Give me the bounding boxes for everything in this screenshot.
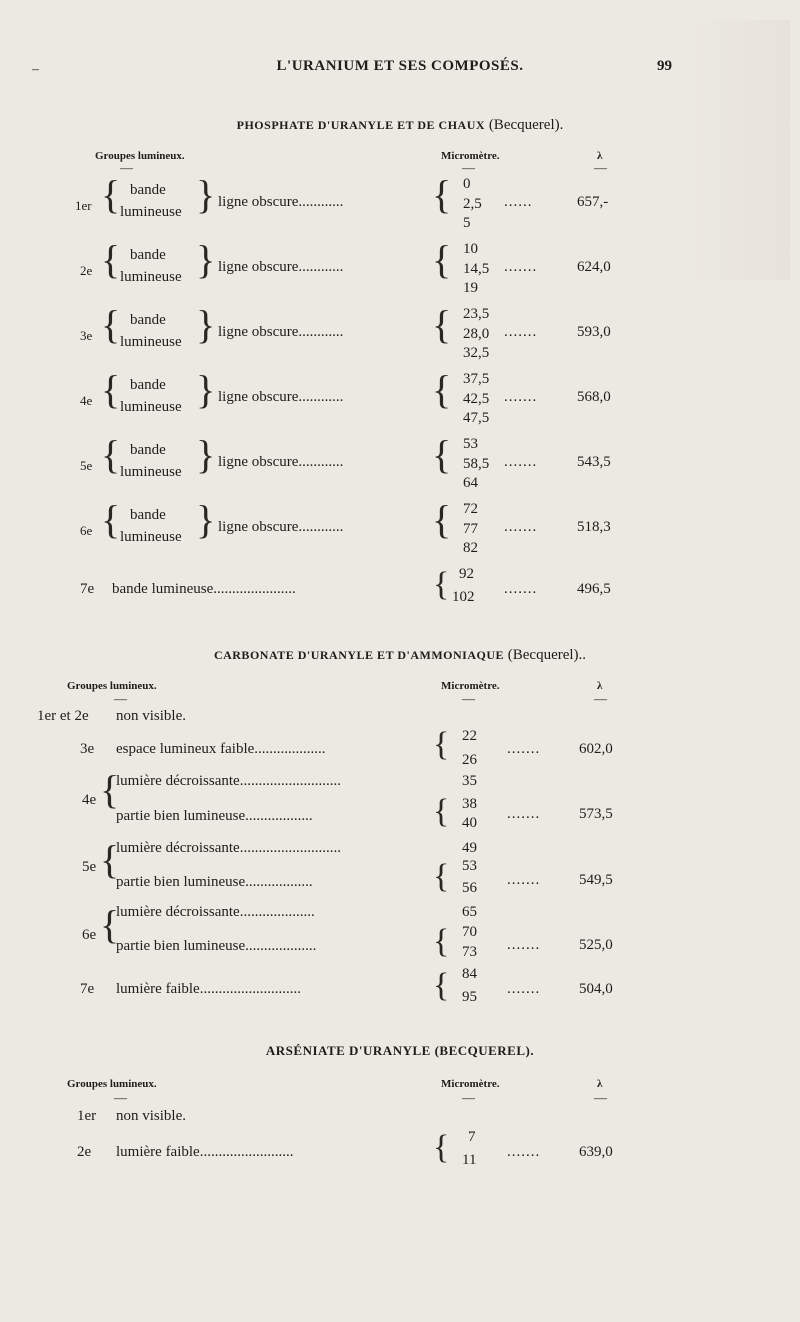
- row-description: ligne obscure............: [218, 389, 344, 405]
- section-title-carbonate: [0, 647, 800, 664]
- brace: {: [433, 726, 450, 763]
- row-number: 6e: [82, 927, 97, 943]
- micrometre-value: 73: [462, 944, 477, 960]
- band-label: bande: [130, 182, 166, 198]
- micrometre-value: 7: [468, 1129, 476, 1145]
- column-header-lambda: λ: [597, 150, 603, 162]
- micrometre-value: 2,5: [463, 196, 482, 212]
- micrometre-value: 47,5: [463, 410, 490, 426]
- brace: {: [101, 367, 121, 412]
- row-description: lumière faible...........................: [116, 981, 301, 997]
- column-dash: —: [114, 691, 127, 706]
- wavelength-value: 624,0: [577, 259, 611, 275]
- row-description: lumière décroissante....................: [116, 904, 315, 920]
- brace: {: [101, 432, 121, 477]
- section-title-text: ARSÉNIATE D'URANYLE (BECQUEREL).: [265, 1043, 535, 1058]
- wavelength-value: 602,0: [579, 741, 613, 757]
- brace: {: [433, 793, 450, 830]
- band-label: bande: [130, 247, 166, 263]
- micrometre-value: 37,5: [463, 371, 490, 387]
- section-title-arseniate: [0, 1043, 800, 1060]
- column-header-groups: Groupes lumineux.: [95, 150, 185, 162]
- micrometre-value: 53: [463, 436, 478, 452]
- brace: }: [196, 302, 216, 347]
- leader-dots: .......: [507, 741, 541, 757]
- micrometre-value: 49: [462, 840, 477, 856]
- leader-dots: .......: [507, 1144, 541, 1160]
- section-title-phosphate: [0, 117, 800, 134]
- micrometre-value: 64: [463, 475, 478, 491]
- micrometre-value: 42,5: [463, 391, 490, 407]
- row-description: ligne obscure............: [218, 324, 344, 340]
- column-header-micrometre: Micromètre.: [441, 150, 500, 162]
- section-title-author: (Becquerel)..: [507, 647, 587, 663]
- wavelength-value: 568,0: [577, 389, 611, 405]
- leader-dots: .......: [507, 937, 541, 953]
- band-label: lumineuse: [120, 204, 182, 220]
- column-header-groups: Groupes lumineux.: [67, 680, 157, 692]
- micrometre-value: 84: [462, 966, 477, 982]
- brace: {: [432, 497, 452, 542]
- band-label: lumineuse: [120, 464, 182, 480]
- micrometre-value: 10: [463, 241, 478, 257]
- band-label: bande: [130, 377, 166, 393]
- brace: {: [101, 302, 121, 347]
- row-number: 4e: [82, 792, 97, 808]
- leader-dots: .......: [507, 872, 541, 888]
- column-dash: —: [114, 1090, 127, 1105]
- band-label: bande: [130, 507, 166, 523]
- column-dash: —: [120, 160, 133, 175]
- band-label: bande: [130, 312, 166, 328]
- brace: {: [432, 367, 452, 412]
- brace: {: [433, 923, 450, 960]
- row-number: 1er: [75, 198, 92, 213]
- column-header-groups: Groupes lumineux.: [67, 1078, 157, 1090]
- page-number: 99: [657, 58, 672, 74]
- micrometre-value: 38: [462, 796, 477, 812]
- column-header-lambda: λ: [597, 1078, 603, 1090]
- micrometre-value: 0: [463, 176, 471, 192]
- brace: {: [101, 172, 121, 217]
- band-label: lumineuse: [120, 529, 182, 545]
- row-description: partie bien lumineuse..................: [116, 808, 313, 824]
- leader-dots: .......: [504, 519, 538, 535]
- leader-dots: .......: [507, 806, 541, 822]
- brace: {: [101, 237, 121, 282]
- section-title-text: PHOSPHATE D'URANYLE ET DE CHAUX: [236, 118, 486, 132]
- brace: }: [196, 432, 216, 477]
- brace: {: [433, 858, 450, 895]
- brace: }: [196, 367, 216, 412]
- micrometre-value: 23,5: [463, 306, 490, 322]
- column-dash: —: [462, 691, 475, 706]
- row-description: ligne obscure............: [218, 259, 344, 275]
- band-label: lumineuse: [120, 399, 182, 415]
- row-number: 5e: [82, 859, 97, 875]
- row-description: non visible.: [116, 708, 186, 724]
- row-description: partie bien lumineuse..................: [116, 874, 313, 890]
- wavelength-value: 496,5: [577, 581, 611, 597]
- row-number: 3e: [80, 741, 95, 757]
- row-number: 4e: [80, 393, 93, 408]
- wavelength-value: 525,0: [579, 937, 613, 953]
- margin-mark: –: [32, 62, 39, 77]
- micrometre-value: 58,5: [463, 456, 490, 472]
- column-header-lambda: λ: [597, 680, 603, 692]
- micrometre-value: 5: [463, 215, 471, 231]
- row-number: 5e: [80, 458, 93, 473]
- brace: }: [196, 497, 216, 542]
- micrometre-value: 35: [462, 773, 477, 789]
- row-number: 2e: [80, 263, 93, 278]
- brace: {: [432, 237, 452, 282]
- brace: {: [100, 767, 120, 812]
- band-label: lumineuse: [120, 334, 182, 350]
- row-number: 1er: [77, 1108, 97, 1124]
- micrometre-value: 82: [463, 540, 478, 556]
- wavelength-value: 543,5: [577, 454, 611, 470]
- row-description: lumière décroissante...........................: [116, 840, 341, 856]
- column-header-micrometre: Micromètre.: [441, 1078, 500, 1090]
- row-number: 7e: [80, 981, 95, 997]
- leader-dots: .......: [504, 389, 538, 405]
- brace: {: [100, 902, 120, 947]
- micrometre-value: 72: [463, 501, 478, 517]
- leader-dots: ......: [504, 194, 533, 210]
- brace: {: [432, 432, 452, 477]
- row-number: 3e: [80, 328, 93, 343]
- leader-dots: .......: [504, 324, 538, 340]
- brace: {: [101, 497, 121, 542]
- column-header-micrometre: Micromètre.: [441, 680, 500, 692]
- row-description: ligne obscure............: [218, 519, 344, 535]
- band-label: bande: [130, 442, 166, 458]
- column-dash: —: [594, 1090, 607, 1105]
- leader-dots: .......: [504, 454, 538, 470]
- row-description: ligne obscure............: [218, 454, 344, 470]
- brace: }: [196, 237, 216, 282]
- column-dash: —: [462, 160, 475, 175]
- micrometre-value: 77: [463, 521, 478, 537]
- wavelength-value: 549,5: [579, 872, 613, 888]
- wavelength-value: 504,0: [579, 981, 613, 997]
- brace: {: [432, 302, 452, 347]
- row-description: bande lumineuse......................: [112, 581, 296, 597]
- micrometre-value: 53: [462, 858, 477, 874]
- micrometre-value: 56: [462, 880, 477, 896]
- leader-dots: .......: [504, 581, 538, 597]
- micrometre-value: 11: [462, 1152, 477, 1168]
- row-description: non visible.: [116, 1108, 186, 1124]
- row-number: 6e: [80, 523, 93, 538]
- brace: {: [433, 1129, 450, 1166]
- micrometre-value: 14,5: [463, 261, 490, 277]
- band-label: lumineuse: [120, 269, 182, 285]
- column-dash: —: [462, 1090, 475, 1105]
- leader-dots: .......: [507, 981, 541, 997]
- section-title-author: (Becquerel).: [488, 117, 564, 133]
- column-dash: —: [594, 160, 607, 175]
- row-description: partie bien lumineuse...................: [116, 938, 317, 954]
- row-number: 7e: [80, 581, 95, 597]
- brace: {: [433, 967, 450, 1004]
- brace: {: [432, 172, 452, 217]
- micrometre-value: 28,0: [463, 326, 490, 342]
- micrometre-value: 19: [463, 280, 478, 296]
- row-number: 2e: [77, 1144, 92, 1160]
- micrometre-value: 65: [462, 904, 477, 920]
- leader-dots: .......: [504, 259, 538, 275]
- row-description: lumière décroissante...........................: [116, 773, 341, 789]
- micrometre-value: 40: [462, 815, 477, 831]
- micrometre-value: 95: [462, 989, 477, 1005]
- micrometre-value: 26: [462, 752, 477, 768]
- row-description: lumière faible.........................: [116, 1144, 294, 1160]
- row-description: espace lumineux faible...................: [116, 741, 326, 757]
- column-dash: —: [594, 691, 607, 706]
- micrometre-value: 70: [462, 924, 477, 940]
- brace: }: [196, 172, 216, 217]
- wavelength-value: 593,0: [577, 324, 611, 340]
- brace: {: [433, 566, 450, 603]
- section-title-text: CARBONATE D'URANYLE ET D'AMMONIAQUE: [213, 648, 505, 662]
- wavelength-value: 639,0: [579, 1144, 613, 1160]
- wavelength-value: 518,3: [577, 519, 611, 535]
- row-description: ligne obscure............: [218, 194, 344, 210]
- micrometre-value: 102: [452, 589, 475, 605]
- wavelength-value: 657,-: [577, 194, 609, 210]
- row-number: 1er et 2e: [37, 708, 89, 724]
- running-header: L'URANIUM ET SES COMPOSÉS.: [276, 58, 524, 74]
- micrometre-value: 92: [459, 566, 474, 582]
- brace: {: [100, 837, 120, 882]
- wavelength-value: 573,5: [579, 806, 613, 822]
- micrometre-value: 22: [462, 728, 477, 744]
- micrometre-value: 32,5: [463, 345, 490, 361]
